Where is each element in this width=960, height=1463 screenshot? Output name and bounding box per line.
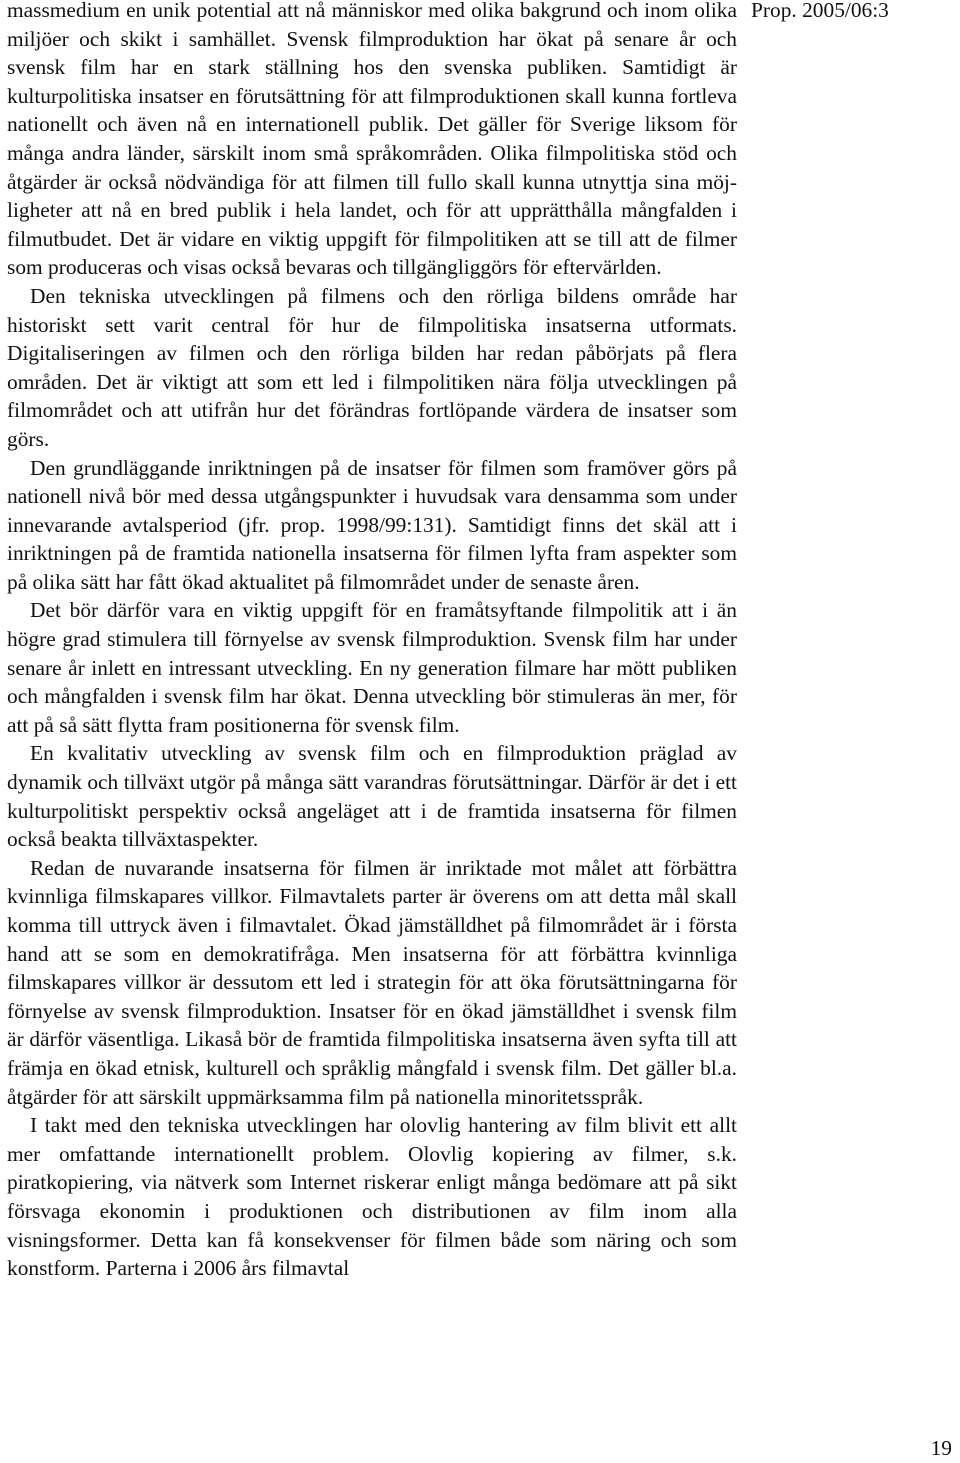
- paragraph-piracy: I takt med den tekniska utvecklingen har olovlig hantering av film blivit ett allt mer omfattande internationellt problem. Olovlig kopiering av filmer, s.k. piratkopiering, via nätverk som Internet riskerar enligt många bedömare att på sikt försvaga ekonomin i produktionen och distributionen av film inom alla visningsformer. Detta kan få konsekvenser för filmen både som näring och som konstform. Parterna i 2006 års filmavtal: [7, 1113, 737, 1281]
- paragraph-growth: En kvalitativ utveckling av svensk film och en filmproduktion präglad av dynamik och tillväxt utgör på många sätt varandras förutsättningar. Därför är det i ett kulturpolitiskt perspektiv också angeläget att i de framtida insatserna för filmen också beakta tillväxtaspekter.: [7, 741, 737, 852]
- paragraph-renewal: Det bör därför vara en viktig uppgift för en framåtsyftande filmpolitik att i än högre grad stimulera till förnyelse av svensk filmproduktion. Svensk film har under senare år inlett en intressant utveckling. En ny generation filmare har mött publiken och mångfalden i svensk film har ökat. Denna utveckling bör stimuleras än mer, för att på så sätt flytta fram positionerna för svensk film.: [7, 598, 737, 737]
- proposition-reference: Prop. 2005/06:3: [751, 0, 889, 22]
- body-text: [7, 0, 737, 1283]
- paragraph-equality: Redan de nuvarande insatserna för filmen är inriktade mot målet att förbättra kvinnliga filmskapares villkor. Filmavtalets parter är överens om att detta mål skall komma till uttryck även i filmavtalet. Ökad jämställdhet på filmområdet är i första hand att se som en demokratifråga. Men insatserna för att förbättra kvinnliga filmskapares villkor är dessutom ett led i strategin för att öka förutsättningarna för förnyelse av svensk filmproduktion. Insatser för en ökad jämställdhet i svensk film är därför väsentliga. Likaså bör de framtida filmpolitiska insatserna även syfta till att främja en ökad etnisk, kulturell och språklig mångfald i svensk film. Det gäller bl.a. åtgärder för att särskilt uppmärksamma film på nationella minoritetsspråk.: [7, 855, 737, 1109]
- page-number: 19: [930, 1436, 952, 1460]
- paragraph-continuation: massmedium en unik potential att nå människor med olika bakgrund och inom olika miljöer och skikt i samhället. Svensk filmproduktion har ökat på senare år och svensk film har en stark ställning hos den svenska publiken. Samtidigt är kulturpolitiska insatser en förutsättning för att filmproduktionen skall kunna fortleva nationellt och även nå en internationell publik. Det gäller för Sverige liksom för många andra länder, särskilt inom små språkområden. Olika filmpolitiska stöd och åtgärder är också nödvändiga för att filmen till fullo skall kunna utnyttja sina möjligheter att nå en bred publik i hela landet, och för att upprätthålla mångfalden i filmutbudet. Det är vidare en viktig uppgift för filmpolitiken att se till att de filmer som produceras och visas också bevaras och tillgängliggörs för eftervärlden.: [7, 0, 737, 280]
- paragraph-technical-development: Den tekniska utvecklingen på filmens och den rörliga bildens område har historiskt sett varit central för hur de filmpolitiska insatserna utformats. Digitaliseringen av filmen och den rörliga bilden har redan påbörjats på flera områden. Det är viktigt att som ett led i filmpolitiken nära följa utvecklingen på filmområdet och att utifrån hur det förändras fortlöpande värdera de insatser som görs.: [7, 283, 737, 451]
- paragraph-basic-direction: Den grundläggande inriktningen på de insatser för filmen som framöver görs på nationell nivå bör med dessa utgångspunkter i huvudsak vara densamma som under innevarande avtalsperiod (jfr. prop. 1998/99:131). Samtidigt finns det skäl att i inriktningen på de framtida nationella insatserna för filmen lyfta fram aspekter som på olika sätt har fått ökad aktualitet på filmområdet under de senaste åren.: [7, 455, 737, 594]
